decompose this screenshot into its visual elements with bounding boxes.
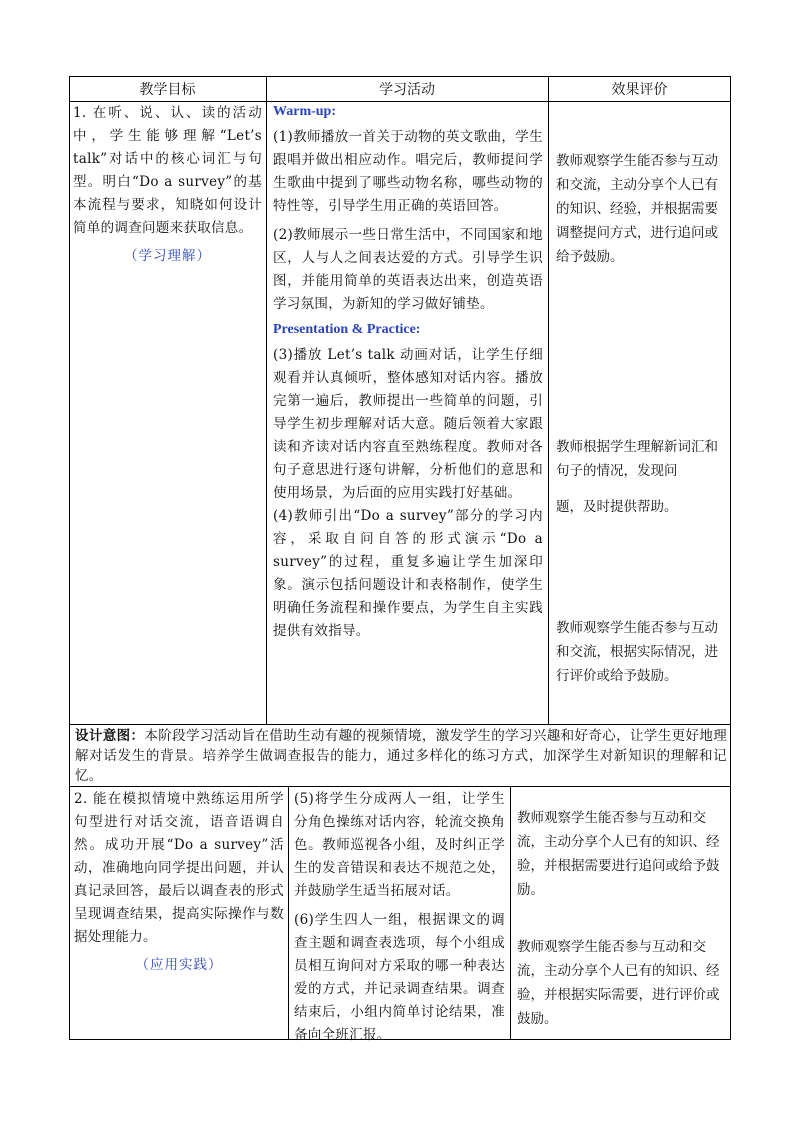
section1-goal-cell <box>73 102 262 264</box>
col-divider-3 <box>288 786 289 1040</box>
section1-eval-2: 教师根据学生理解新词汇和句子的情况，发现问 题，及时提供帮助。 <box>556 439 718 515</box>
design-intent-cell <box>75 726 727 786</box>
activity-5: (5)将学生分成两人一组，让学生分角色操练对话内容，轮流交换角色。教师巡视各小组，及时纠正学生的发音错误和表达不规范之处，并鼓励学生适当拓展对话。 <box>294 791 505 899</box>
col-divider-4 <box>510 786 511 1040</box>
activity-2: (2)教师展示一些日常生活中，不同国家和地区，人与人之间表达爱的方式。引导学生识图，并能用简单的英语表达出来，创造英语学习氛围，为新知的学习做好铺垫。 <box>273 227 543 312</box>
header-activity: 学习活动 <box>379 82 435 98</box>
section2-goal-cell <box>74 788 284 973</box>
section2-goal-text: 2. 能在模拟情境中熟练运用所学句型进行对话交流，语音语调自然。成功开展“Do a survey”活动，准确地向同学提出问题，并认真记录回答，最后以调查表的形式呈现调查结果，提高实际操作与数据处理能力。 <box>74 791 284 945</box>
activity-1: (1)教师播放一首关于动物的英文歌曲，学生跟唱并做出相应动作。唱完后，教师提问学生歌曲中提到了哪些动物名称，哪些动物的特性等，引导学生用正确的英语回答。 <box>273 129 543 214</box>
design-intent-label: 设计意图： <box>75 728 145 744</box>
section1-activity-cell <box>273 102 543 643</box>
section2-eval-1: 教师观察学生能否参与互动和交流，主动分享个人已有的知识、经验，并根据需要进行追问或给予鼓励。 <box>517 810 720 898</box>
col-divider-1 <box>266 76 267 724</box>
activity-3: (3)播放 Let’s talk 动画对话，让学生仔细观看并认真倾听，整体感知对话内容。播放完第一遍后，教师提出一些简单的问题，引导学生初步理解对话大意。随后领着大家跟读和齐读对话内容直至熟练程度。教师对各句子意思进行逐句讲解，分析他们的意思和使用场景，为后面的应用实践打好基础。 <box>273 347 543 501</box>
header-goal: 教学目标 <box>139 82 196 98</box>
warmup-label: Warm-up: <box>273 104 336 119</box>
presentation-label: Presentation & Practice: <box>273 322 421 337</box>
section1-eval-1: 教师观察学生能否参与互动和交流，主动分享个人已有的知识、经验，并根据需要调整提问方式，进行追问或给予鼓励。 <box>556 153 718 265</box>
section2-activity-cell <box>294 788 505 1047</box>
design-intent-text: 本阶段学习活动旨在借助生动有趣的视频情境，激发学生的学习兴趣和好奇心，让学生更好地理解对话发生的背景。培养学生做调查报告的能力，通过多样化的练习方式，加深学生对新知识的理解和记忆。 <box>75 728 727 784</box>
section1-eval-3: 教师观察学生能否参与互动和交流，根据实际情况，进行评价或给予鼓励。 <box>556 620 718 684</box>
activity-4: (4)教师引出“Do a survey”部分的学习内容，采取自问自答的形式演示“Do a survey”的过程，重复多遍让学生加深印象。演示包括问题设计和表格制作，使学生明确任务流程和操作要点，为学生自主实践提供有效指导。 <box>273 508 543 639</box>
section2-eval-2: 教师观察学生能否参与互动和交流，主动分享个人已有的知识、经验，并根据实际需要，进行评价或鼓励。 <box>517 939 720 1027</box>
section1-goal-tag: （学习理解） <box>124 248 211 264</box>
section1-divider <box>69 724 731 725</box>
design-divider <box>69 786 731 787</box>
section2-goal-tag: （应用实践） <box>135 957 223 973</box>
section1-goal-text: 1. 在听、说、认、读的活动中，学生能够理解“Let’s talk”对话中的核心词汇与句型。明白“Do a survey”的基本流程与要求，知晓如何设计简单的调查问题来获取信息。 <box>73 105 262 236</box>
col-divider-2 <box>548 76 549 724</box>
activity-6: (6)学生四人一组，根据课文的调查主题和调查表选项，每个小组成员相互询问对方采取的哪一种表达爱的方式，并记录调查结果。调查结束后，小组内简单讨论结果，准备向全班汇报。 <box>294 912 505 1043</box>
header-evaluation: 效果评价 <box>611 82 668 98</box>
